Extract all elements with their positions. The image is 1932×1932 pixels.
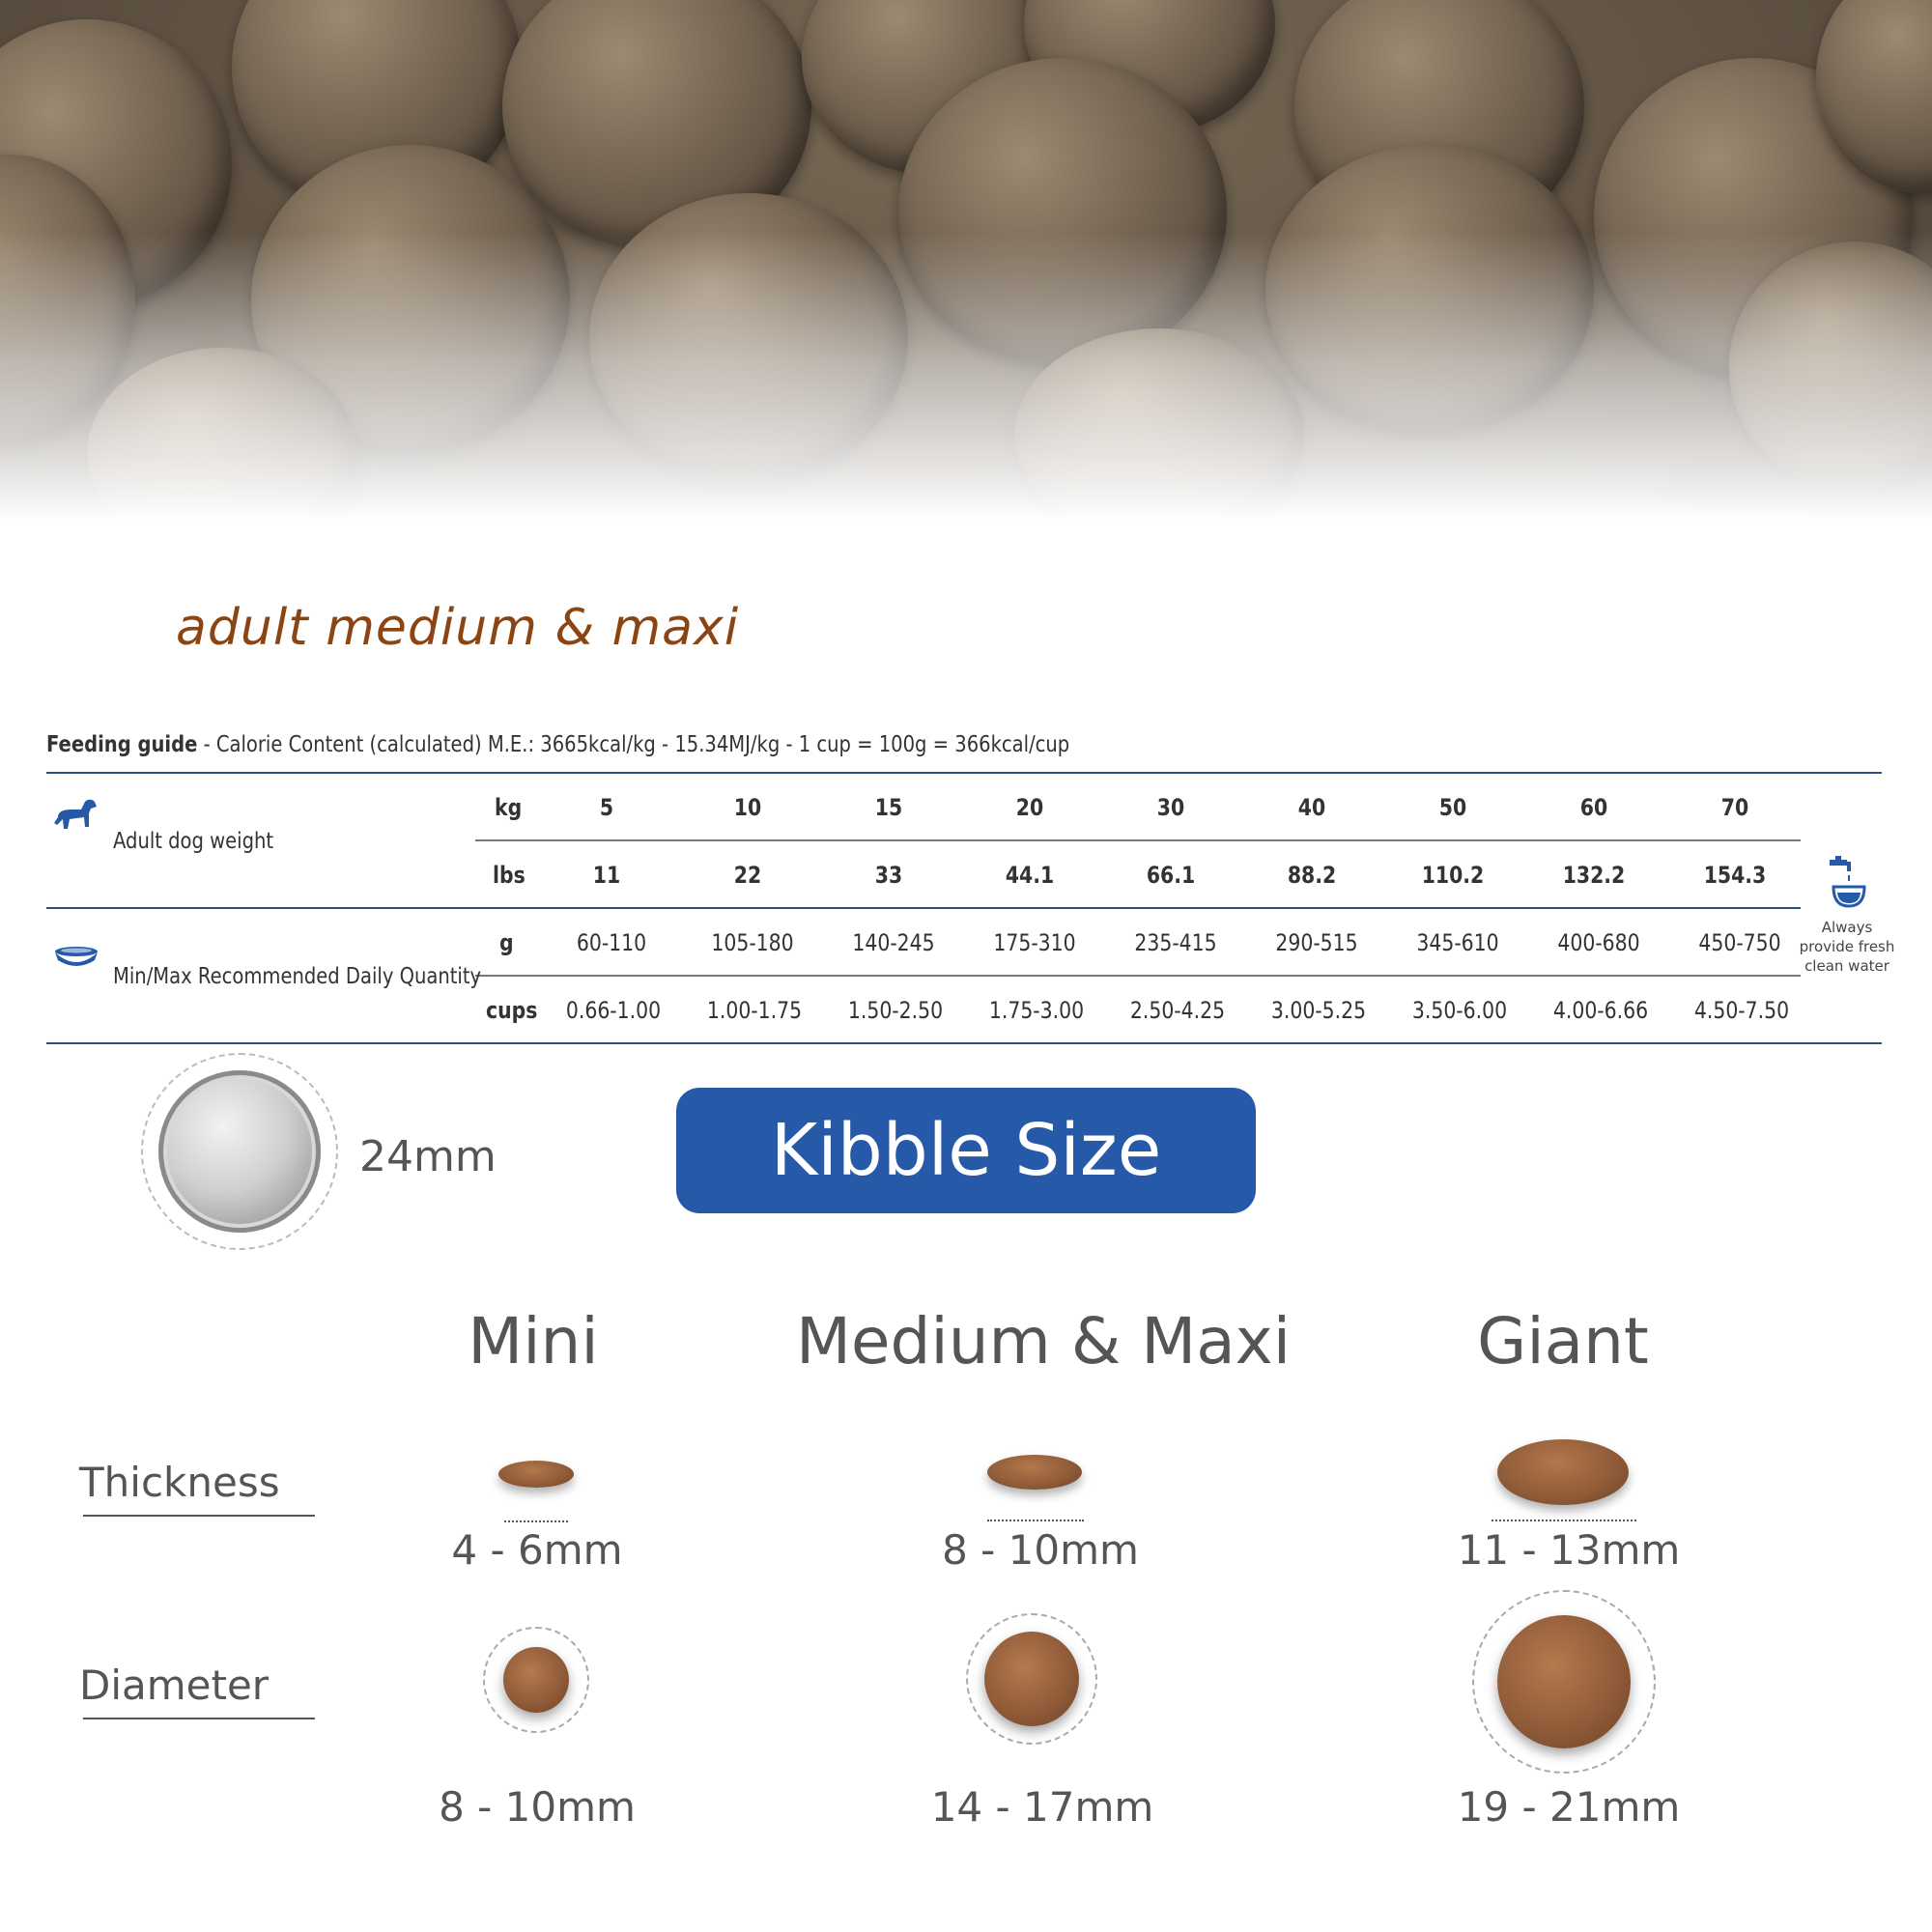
giant-kibble-top-image (1497, 1615, 1631, 1748)
grams-cell: 140-245 (852, 929, 935, 956)
water-note (1799, 918, 1895, 976)
kg-cell: 10 (733, 794, 762, 821)
medium-maxi-kibble-top-image (984, 1632, 1079, 1726)
medium-maxi-diameter-value: 14 - 17mm (930, 1783, 1154, 1831)
cups-cell: 4.50-7.50 (1693, 997, 1790, 1024)
quantity-row-divider (475, 975, 1801, 977)
table-top-rule (46, 772, 1882, 774)
adult-dog-weight-label: Adult dog weight (113, 829, 274, 854)
kibble-size-button[interactable]: Kibble Size (676, 1088, 1256, 1213)
unit-cups: cups (486, 997, 538, 1024)
diameter-underline (83, 1718, 315, 1719)
lbs-cell: 154.3 (1703, 862, 1767, 889)
mini-kibble-side-image (498, 1461, 574, 1488)
feeding-guide-title: Feeding guide (46, 732, 198, 757)
kg-cell: 50 (1438, 794, 1467, 821)
lbs-cell: 132.2 (1562, 862, 1626, 889)
cups-cell: 1.50-2.50 (847, 997, 944, 1024)
kg-cell: 40 (1297, 794, 1326, 821)
unit-kg: kg (495, 794, 523, 821)
calorie-content: - Calorie Content (calculated) M.E.: 3665kcal/kg - 15.34MJ/kg - 1 cup = 100g = 366kcal/cup (197, 732, 1070, 757)
lbs-cell: 44.1 (1005, 862, 1055, 889)
column-head-mini: Mini (468, 1304, 599, 1378)
lbs-cell: 88.2 (1287, 862, 1337, 889)
dog-icon (52, 798, 99, 835)
giant-kibble-side-image (1497, 1439, 1629, 1505)
kg-cell: 60 (1579, 794, 1608, 821)
water-note-line: Always (1821, 919, 1873, 936)
kg-cell: 15 (874, 794, 903, 821)
grams-cell: 345-610 (1416, 929, 1499, 956)
section-divider (46, 907, 1801, 909)
unit-lbs: lbs (493, 862, 526, 889)
thickness-label: Thickness (79, 1459, 280, 1506)
weight-row-divider (475, 839, 1801, 841)
grams-cell: 290-515 (1275, 929, 1358, 956)
column-head-giant: Giant (1477, 1304, 1649, 1378)
grams-cell: 60-110 (576, 929, 647, 956)
giant-thickness-value: 11 - 13mm (1457, 1526, 1681, 1574)
kibble-hero-photo (0, 0, 1932, 522)
coin-size-label: 24mm (359, 1132, 497, 1181)
unit-g: g (499, 929, 514, 956)
table-bottom-rule (46, 1042, 1882, 1044)
lbs-cell: 66.1 (1146, 862, 1196, 889)
daily-quantity-label: Min/Max Recommended Daily Quantity (113, 964, 482, 989)
bowl-icon (52, 945, 100, 968)
mini-diameter-value: 8 - 10mm (439, 1783, 636, 1831)
lbs-cell: 22 (733, 862, 762, 889)
cups-cell: 1.00-1.75 (706, 997, 803, 1024)
cups-cell: 2.50-4.25 (1129, 997, 1226, 1024)
giant-diameter-value: 19 - 21mm (1457, 1783, 1681, 1831)
diameter-label: Diameter (79, 1662, 270, 1709)
grams-cell: 105-180 (711, 929, 794, 956)
water-note-line: clean water (1804, 957, 1889, 975)
cups-cell: 3.50-6.00 (1411, 997, 1508, 1024)
feeding-guide-heading (46, 732, 1606, 757)
cups-cell: 1.75-3.00 (988, 997, 1085, 1024)
cups-cell: 4.00-6.66 (1552, 997, 1649, 1024)
column-head-medium-maxi: Medium & Maxi (795, 1304, 1292, 1378)
kg-cell: 30 (1156, 794, 1185, 821)
kg-cell: 5 (599, 794, 614, 821)
thickness-underline (83, 1515, 315, 1517)
product-title: adult medium & maxi (176, 599, 740, 657)
giant-thickness-marker (1492, 1520, 1636, 1521)
mini-thickness-value: 4 - 6mm (451, 1526, 623, 1574)
grams-cell: 235-415 (1134, 929, 1217, 956)
medium-maxi-kibble-side-image (987, 1455, 1082, 1490)
mini-kibble-top-image (503, 1647, 569, 1713)
lbs-cell: 33 (874, 862, 903, 889)
medium-maxi-thickness-value: 8 - 10mm (942, 1526, 1139, 1574)
cups-cell: 3.00-5.25 (1270, 997, 1367, 1024)
kg-cell: 70 (1720, 794, 1749, 821)
lbs-cell: 110.2 (1421, 862, 1485, 889)
water-tap-icon (1826, 854, 1866, 908)
mini-thickness-marker (504, 1520, 568, 1522)
kg-cell: 20 (1015, 794, 1044, 821)
grams-cell: 175-310 (993, 929, 1076, 956)
water-note-line: provide fresh (1799, 938, 1895, 955)
grams-cell: 400-680 (1557, 929, 1640, 956)
lbs-cell: 11 (592, 862, 621, 889)
grams-cell: 450-750 (1698, 929, 1781, 956)
cups-cell: 0.66-1.00 (565, 997, 662, 1024)
medium-maxi-thickness-marker (987, 1520, 1084, 1521)
quarter-coin-image (141, 1053, 338, 1250)
